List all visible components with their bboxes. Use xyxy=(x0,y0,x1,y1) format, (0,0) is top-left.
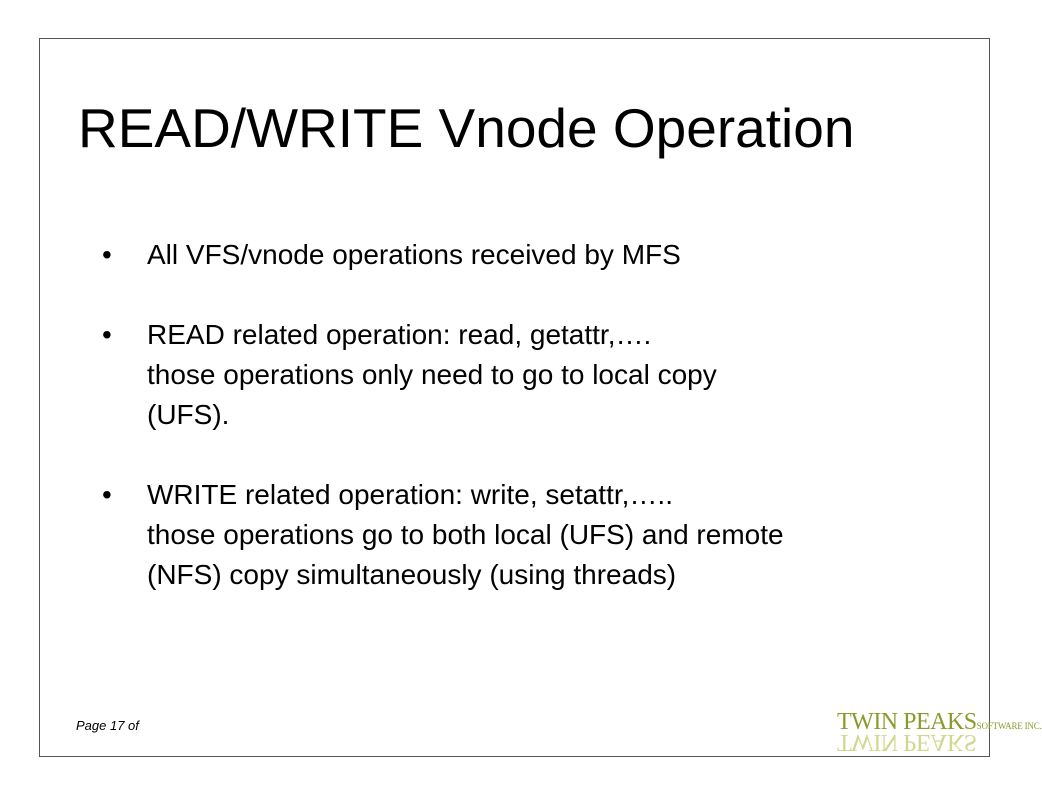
slide-title: READ/WRITE Vnode Operation xyxy=(78,97,855,159)
bullet-text-line: those operations go to both local (UFS) and remote xyxy=(147,519,784,550)
bullet-marker: • xyxy=(102,479,112,510)
bullet-text-line: READ related operation: read, getattr,…. xyxy=(147,319,652,350)
bullet-text-line: WRITE related operation: write, setattr,….. xyxy=(147,479,673,510)
bullet-text-line: those operations only need to go to local copy xyxy=(147,359,717,390)
logo-reflection: TWIN PEAKS xyxy=(837,729,977,755)
bullet-text-line: All VFS/vnode operations received by MFS xyxy=(147,239,681,270)
bullet-text-line: (NFS) copy simultaneously (using threads) xyxy=(147,559,677,590)
page-number: Page 17 of xyxy=(76,718,139,733)
company-logo xyxy=(837,709,1042,755)
bullet-marker: • xyxy=(102,239,112,270)
bullet-item xyxy=(102,315,982,435)
bullet-marker: • xyxy=(102,319,112,350)
bullet-item xyxy=(102,475,982,595)
bullet-text-line: (UFS). xyxy=(147,399,230,430)
bullet-list xyxy=(102,235,982,635)
slide xyxy=(39,38,1042,757)
bullet-item xyxy=(102,235,982,275)
logo-small-text: SOFTWARE INC. xyxy=(976,721,1042,731)
logo-main-text: TWIN PEAKS xyxy=(837,709,977,735)
